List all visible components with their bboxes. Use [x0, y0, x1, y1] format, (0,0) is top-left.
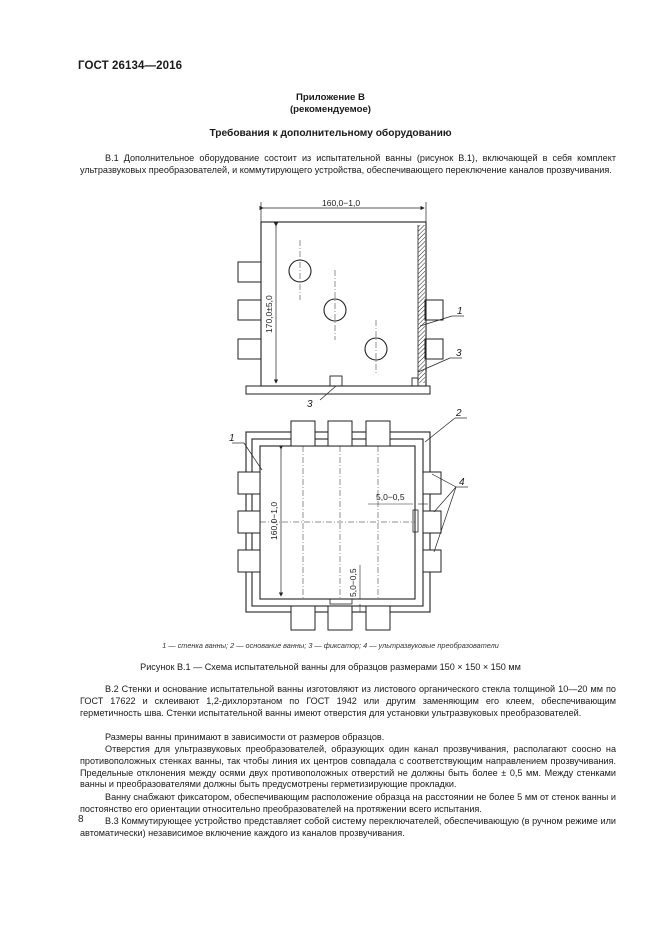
paragraph-sizes-text: Размеры ванны принимают в зависимости от размеров образцов.: [105, 732, 385, 742]
transducer-bottom-2: [328, 606, 352, 630]
transducer-west-3: [238, 550, 260, 572]
tank-right-wall-hatch: [418, 225, 425, 383]
transducer-left-1: [238, 262, 261, 282]
paragraph-b2: [80, 684, 616, 719]
paragraph-b3: [80, 816, 616, 840]
dim-gap-h-label: 5,0−0,5: [376, 492, 405, 502]
callout-4: 4: [459, 477, 465, 488]
paragraph-sizes: [80, 732, 616, 744]
transducer-bottom-3: [366, 606, 390, 630]
plan-view: [232, 418, 468, 630]
section-title: Требования к дополнительному оборудованию: [209, 128, 452, 139]
paragraph-holes-text: Отверстия для ультразвуковых преобразователей, образующих один канал прозвучивания, располагают соосно на противоположных стенках ванны, так чтобы линия их центров совпадала с соответствующим направлением прозвучивания. Предельные отклонения между осями двух противоположных отверстий не должны быть более ± 0,5 мм. Между стенками ванны и преобразователями должны быть предусмотрены герметизирующие прокладки.: [80, 744, 616, 790]
tank-side-outline: [261, 222, 426, 386]
transducer-right-1: [425, 300, 443, 320]
standard-code: ГОСТ 26134—2016: [78, 60, 183, 72]
transducer-top-1: [291, 421, 315, 446]
transducer-west-2: [238, 511, 260, 533]
paragraph-b3-text: В.3 Коммутирующее устройство представляет собой систему переключателей, обеспечивающую (в ручном режиме или автоматически) независимое включение каждого из каналов прозвучивания.: [80, 816, 616, 838]
figure-legend: 1 — стенка ванны; 2 — основание ванны; 3 — фиксатор; 4 — ультразвуковые преобразователи: [162, 641, 499, 650]
transducer-left-3: [238, 339, 261, 359]
dim-width-top-label: 160,0−1,0: [322, 198, 361, 208]
callout-2: 2: [456, 408, 462, 419]
leader-1-plan: [244, 443, 262, 470]
annex-subtitle: (рекомендуемое): [289, 104, 371, 115]
paragraph-fixator-text: Ванну снабжают фиксатором, обеспечивающим расположение образца на расстоянии не более 5 мм от стенок ванны и постоянство его ориентации относительно преобразователей на протяжении всего испытания.: [80, 792, 616, 814]
fixator-plan-bottom: [330, 599, 352, 604]
callout-3-base: 3: [307, 399, 313, 410]
fixator-corner: [412, 378, 418, 386]
transducer-east-3: [423, 550, 441, 572]
callout-3-right: 3: [456, 348, 462, 359]
fixator-side: [330, 376, 342, 386]
paragraph-b1-text: В.1 Дополнительное оборудование состоит из испытательной ванны (рисунок В.1), включающей в себя комплект ультразвуковых преобразователей, и коммутирующего устройства, обеспечивающего переключение каналов прозвучивания.: [80, 153, 616, 175]
annex-title: Приложение В: [296, 92, 365, 103]
callout-1-plan: 1: [229, 433, 235, 444]
transducer-left-2: [238, 300, 261, 320]
dim-gap-v-label: 5,0−0,5: [348, 568, 358, 597]
transducer-east-2: [423, 511, 441, 533]
paragraph-b2-text: В.2 Стенки и основание испытательной ванны изготовляют из листового органического стекла толщиной 10—20 мм по ГОСТ 17622 и склеивают 1,2-дихлорэтаном по ГОСТ 1942 или другим заменяющим его клеем, обеспечивающим герметичность шва. Стенки испытательной ванны имеют отверстия для установки ультразвуковых преобразователей.: [80, 684, 616, 718]
paragraph-fixator: [80, 792, 616, 816]
transducer-top-2: [328, 421, 352, 446]
callout-1-side: 1: [457, 306, 463, 317]
tank-base-plate: [246, 386, 430, 394]
transducer-west-1: [238, 472, 260, 494]
transducer-east-1: [423, 472, 441, 494]
transducer-bottom-1: [291, 606, 315, 630]
leader-2: [425, 418, 455, 442]
page-number: 8: [78, 814, 84, 825]
dim-height-plan-label: 160,0−1,0: [269, 501, 279, 540]
leader-3-base: [320, 386, 336, 400]
figure-caption: Рисунок В.1 — Схема испытательной ванны для образцов размерами 150 × 150 × 150 мм: [140, 662, 521, 672]
dim-height-side-label: 170,0±5,0: [264, 295, 274, 333]
transducer-right-2: [425, 339, 443, 359]
paragraph-holes: [80, 744, 616, 791]
plan-wall-inner: [260, 446, 415, 599]
transducer-top-3: [366, 421, 390, 446]
